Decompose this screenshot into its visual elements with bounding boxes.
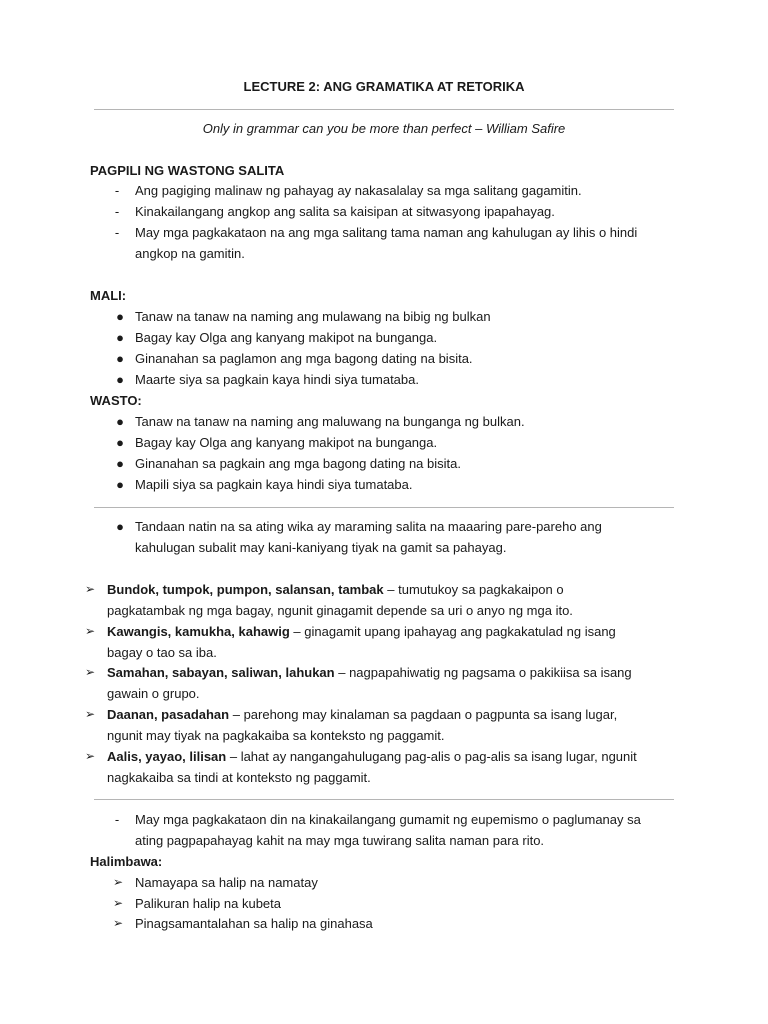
synonym-text [107,621,616,642]
list-item-text: Palikuran halip na kubeta [135,896,281,911]
synonym-definition: – ginagamit upang ipahayag ang pagkakatulad ng isang [289,624,616,639]
synonym-text [107,746,637,767]
list-item-text: Ginanahan sa paglamon ang mga bagong dating na bisita. [135,351,473,366]
list-item-text: Tandaan natin na sa ating wika ay maraming salita na maaaring pare-pareho ang [135,519,602,534]
list-item-text: Ang pagiging malinaw ng pahayag ay nakasalalay sa mga salitang gagamitin. [135,183,582,198]
bullet-marker: ● [116,330,124,345]
bullet-marker: ● [116,309,124,324]
lecture-title: LECTURE 2: ANG GRAMATIKA AT RETORIKA [243,79,525,94]
synonym-definition: – parehong may kinalaman sa pagdaan o pagpunta sa isang lugar, [229,707,618,722]
synonym-text [107,579,564,600]
bullet-marker: ● [116,456,124,471]
bullet-marker: ● [116,477,124,492]
list-item-text: angkop na gamitin. [135,246,245,261]
epigraph-quote: Only in grammar can you be more than perfect – William Safire [202,121,566,136]
dash-marker: - [114,183,120,198]
list-item-text: Kinakailangang angkop ang salita sa kaisipan at sitwasyong ipapahayag. [135,204,555,219]
list-item-text: Tanaw na tanaw na naming ang maluwang na bunganga ng bulkan. [135,414,525,429]
list-item-text: Mapili siya sa pagkain kaya hindi siya tumataba. [135,477,413,492]
arrow-bullet-icon: ➢ [112,896,124,910]
synonym-definition: ngunit may tiyak na pagkakaiba sa konteksto ng paggamit. [107,728,445,743]
arrow-bullet-icon: ➢ [84,707,96,721]
list-item-text: Bagay kay Olga ang kanyang makipot na bunganga. [135,330,438,345]
divider [94,109,674,110]
synonym-definition: bagay o tao sa iba. [107,645,217,660]
divider [94,507,674,508]
list-item-text: kahulugan subalit may kani-kaniyang tiyak na gamit sa pahayag. [135,540,507,555]
arrow-bullet-icon: ➢ [84,624,96,638]
synonym-terms: Samahan, sabayan, saliwan, lahukan [107,665,335,680]
examples-heading: Halimbawa: [90,854,163,869]
list-item-text: Ginanahan sa pagkain ang mga bagong dating na bisita. [135,456,461,471]
list-item-text: Pinagsamantalahan sa halip na ginahasa [135,916,373,931]
bullet-marker: ● [116,351,124,366]
synonym-text [107,704,617,725]
dash-marker: - [114,812,120,827]
synonym-terms: Kawangis, kamukha, kahawig [107,624,290,639]
list-item-text: Tanaw na tanaw na naming ang mulawang na bibig ng bulkan [135,309,491,324]
wasto-heading: WASTO: [90,393,142,408]
dash-marker: - [114,204,120,219]
synonym-terms: Daanan, pasadahan [107,707,230,722]
list-item-text: Maarte siya sa pagkain kaya hindi siya tumataba. [135,372,419,387]
section-heading: PAGPILI NG WASTONG SALITA [90,163,285,178]
divider [94,799,674,800]
synonym-definition: nagkakaiba sa tindi at konteksto ng paggamit. [107,770,371,785]
list-item-text: Bagay kay Olga ang kanyang makipot na bunganga. [135,435,438,450]
bullet-marker: ● [116,519,124,534]
synonym-definition: gawain o grupo. [107,686,200,701]
synonym-definition: – nagpapahiwatig ng pagsama o pakikiisa sa isang [334,665,632,680]
synonym-text [107,662,632,683]
arrow-bullet-icon: ➢ [112,875,124,889]
list-item-text: May mga pagkakataon na ang mga salitang tama naman ang kahulugan ay lihis o hindi [135,225,638,240]
arrow-bullet-icon: ➢ [84,749,96,763]
synonym-definition: – lahat ay nangangahulugang pag-alis o pag-alis sa isang lugar, ngunit [226,749,637,764]
list-item-text: ating pagpapahayag kahit na may mga tuwirang salita naman para rito. [135,833,545,848]
mali-heading: MALI: [90,288,127,303]
dash-marker: - [114,225,120,240]
synonym-terms: Bundok, tumpok, pumpon, salansan, tambak [107,582,384,597]
list-item-text: Namayapa sa halip na namatay [135,875,318,890]
arrow-bullet-icon: ➢ [84,582,96,596]
list-item-text: May mga pagkakataon din na kinakailangang gumamit ng eupemismo o paglumanay sa [135,812,641,827]
synonym-terms: Aalis, yayao, lilisan [107,749,227,764]
synonym-definition: pagkatambak ng mga bagay, ngunit ginagamit depende sa uri o anyo ng mga ito. [107,603,573,618]
arrow-bullet-icon: ➢ [84,665,96,679]
arrow-bullet-icon: ➢ [112,916,124,930]
synonym-definition: – tumutukoy sa pagkakaipon o [383,582,564,597]
bullet-marker: ● [116,414,124,429]
bullet-marker: ● [116,372,124,387]
bullet-marker: ● [116,435,124,450]
